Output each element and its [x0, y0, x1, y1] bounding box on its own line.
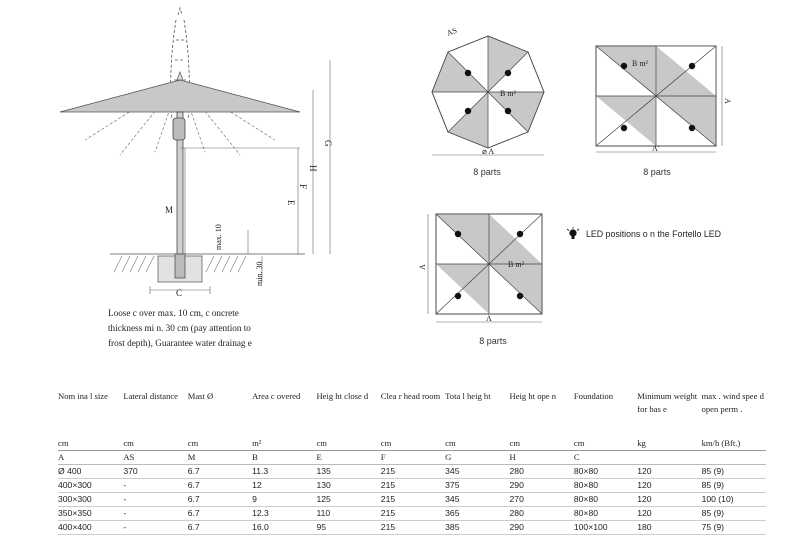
- code-cell: M: [188, 451, 252, 465]
- table-cell: 95: [316, 521, 380, 535]
- table-cell: 400×400: [58, 521, 123, 535]
- legend-text: LED positions o n the Fortello LED: [586, 229, 721, 239]
- table-cell: 290: [510, 479, 574, 493]
- dim-label-max10: max. 10: [214, 224, 223, 250]
- ground-hatch: [110, 254, 305, 272]
- table-row: [58, 507, 766, 521]
- note-line: Loose c over max. 10 cm, c oncrete: [108, 308, 239, 318]
- table-cell: 120: [637, 507, 701, 521]
- code-cell: C: [574, 451, 637, 465]
- table-cell: 125: [316, 493, 380, 507]
- table-row: [58, 479, 766, 493]
- table-row: [58, 493, 766, 507]
- table-codes-row: [58, 451, 766, 465]
- column-header: Area c overed: [252, 391, 301, 401]
- column-header: Nom ina l size: [58, 391, 108, 401]
- table-cell: 12: [252, 479, 316, 493]
- table-cell: 290: [510, 521, 574, 535]
- table-cell: 6.7: [188, 521, 252, 535]
- table-cell: 9: [252, 493, 316, 507]
- led-bulb-icon: [566, 227, 580, 241]
- table-cell: -: [123, 521, 187, 535]
- table-cell: 110: [316, 507, 380, 521]
- table-cell: 345: [445, 465, 509, 479]
- table-cell: 80×80: [574, 479, 637, 493]
- rectangle-side-label: A: [723, 98, 732, 104]
- octagon-as-label: AS: [445, 25, 459, 38]
- table-cell: 12.3: [252, 507, 316, 521]
- table-row: [58, 521, 766, 535]
- square-diagram: [416, 208, 556, 333]
- table-row: [58, 465, 766, 479]
- rectangle-bottom-label: A': [652, 144, 660, 153]
- table-cell: 120: [637, 479, 701, 493]
- note-line: thickness mi n. 30 cm (pay attention to: [108, 323, 251, 333]
- code-cell: F: [381, 451, 445, 465]
- code-cell: [637, 451, 701, 465]
- table-cell: 370: [123, 465, 187, 479]
- unit-cell: cm: [188, 436, 252, 451]
- unit-cell: kg: [637, 436, 701, 451]
- square-side-label: A: [418, 264, 427, 270]
- table-cell: 215: [381, 507, 445, 521]
- unit-cell: cm: [574, 436, 637, 451]
- table-cell: 80×80: [574, 493, 637, 507]
- led-legend: [566, 227, 721, 241]
- umbrella-finial: [177, 72, 183, 80]
- table-cell: 215: [381, 493, 445, 507]
- table-cell: 120: [637, 465, 701, 479]
- octagon-diameter-label: ⌀ A: [482, 147, 495, 156]
- column-header: Heig ht close d: [316, 391, 369, 401]
- table-cell: 280: [510, 507, 574, 521]
- table-cell: 120: [637, 493, 701, 507]
- table-cell: 11.3: [252, 465, 316, 479]
- rectangle-area-label: B m²: [632, 59, 648, 68]
- square-area-label: B m²: [508, 260, 524, 269]
- table-cell: 375: [445, 479, 509, 493]
- square-bottom-label: A: [486, 314, 492, 323]
- table-cell: 16.0: [252, 521, 316, 535]
- code-cell: G: [445, 451, 509, 465]
- table-cell: 270: [510, 493, 574, 507]
- dim-label-H: H: [308, 165, 318, 172]
- umbrella-side-view: [0, 0, 350, 300]
- octagon-caption: 8 parts: [473, 167, 501, 177]
- table-cell: Ø 400: [58, 465, 123, 479]
- dim-label-M: M: [165, 205, 174, 215]
- dim-label-G: G: [323, 140, 333, 147]
- table-cell: 345: [445, 493, 509, 507]
- code-cell: A: [58, 451, 123, 465]
- code-cell: AS: [123, 451, 187, 465]
- table-cell: 75 (9): [702, 521, 766, 535]
- table-cell: 215: [381, 521, 445, 535]
- table-cell: -: [123, 507, 187, 521]
- column-header: max . wind spee d open perm .: [701, 391, 764, 414]
- table-cell: 6.7: [188, 507, 252, 521]
- unit-cell: cm: [381, 436, 445, 451]
- unit-cell: cm: [445, 436, 509, 451]
- rectangle-caption: 8 parts: [643, 167, 671, 177]
- table-cell: 400×300: [58, 479, 123, 493]
- table-cell: 6.7: [188, 465, 252, 479]
- dim-label-F: F: [298, 184, 308, 190]
- table-cell: 85 (9): [702, 507, 766, 521]
- unit-cell: cm: [510, 436, 574, 451]
- table-cell: 365: [445, 507, 509, 521]
- note-line: frost depth), Guarantee water drainag e: [108, 338, 252, 348]
- table-cell: 215: [381, 465, 445, 479]
- unit-cell: cm: [316, 436, 380, 451]
- column-header: Heig ht ope n: [509, 391, 557, 401]
- table-cell: 100×100: [574, 521, 637, 535]
- dim-label-min30: min. 30: [255, 261, 264, 286]
- unit-cell: km/h (Bft.): [702, 436, 766, 451]
- umbrella-canopy: [60, 80, 300, 112]
- code-cell: E: [316, 451, 380, 465]
- dim-label-E: E: [286, 200, 296, 206]
- column-header: Minimum weight for bas e: [637, 391, 698, 414]
- column-header: Foundation: [573, 391, 614, 401]
- table-cell: -: [123, 493, 187, 507]
- table-cell: 130: [316, 479, 380, 493]
- table-cell: 80×80: [574, 507, 637, 521]
- table-cell: 85 (9): [702, 479, 766, 493]
- unit-cell: cm: [123, 436, 187, 451]
- umbrella-hub: [173, 118, 185, 140]
- mast-base: [175, 254, 185, 278]
- square-caption: 8 parts: [479, 336, 507, 346]
- table-header-row: [58, 390, 766, 436]
- code-cell: H: [510, 451, 574, 465]
- unit-cell: cm: [58, 436, 123, 451]
- table-cell: 385: [445, 521, 509, 535]
- table-cell: 6.7: [188, 493, 252, 507]
- table-cell: 280: [510, 465, 574, 479]
- table-cell: 180: [637, 521, 701, 535]
- spec-table: [58, 390, 766, 535]
- table-body: [58, 465, 766, 535]
- table-cell: 215: [381, 479, 445, 493]
- rectangle-diagram: [590, 40, 730, 160]
- table-cell: 135: [316, 465, 380, 479]
- column-header: Tota l heig ht: [445, 391, 491, 401]
- table-cell: 80×80: [574, 465, 637, 479]
- unit-cell: m²: [252, 436, 316, 451]
- table-cell: 6.7: [188, 479, 252, 493]
- table-cell: 100 (10): [702, 493, 766, 507]
- table-cell: 300×300: [58, 493, 123, 507]
- table-cell: -: [123, 479, 187, 493]
- code-cell: [702, 451, 766, 465]
- octagon-diagram: [420, 14, 560, 164]
- column-header: Clea r head room: [380, 391, 441, 401]
- table-units-row: [58, 436, 766, 451]
- column-header: Lateral distance: [123, 391, 178, 401]
- table-cell: 350×350: [58, 507, 123, 521]
- column-header: Mast Ø: [187, 391, 214, 401]
- installation-note: [108, 306, 298, 351]
- octagon-area-label: B m²: [500, 89, 516, 98]
- code-cell: B: [252, 451, 316, 465]
- dim-label-C: C: [176, 288, 183, 298]
- table-cell: 85 (9): [702, 465, 766, 479]
